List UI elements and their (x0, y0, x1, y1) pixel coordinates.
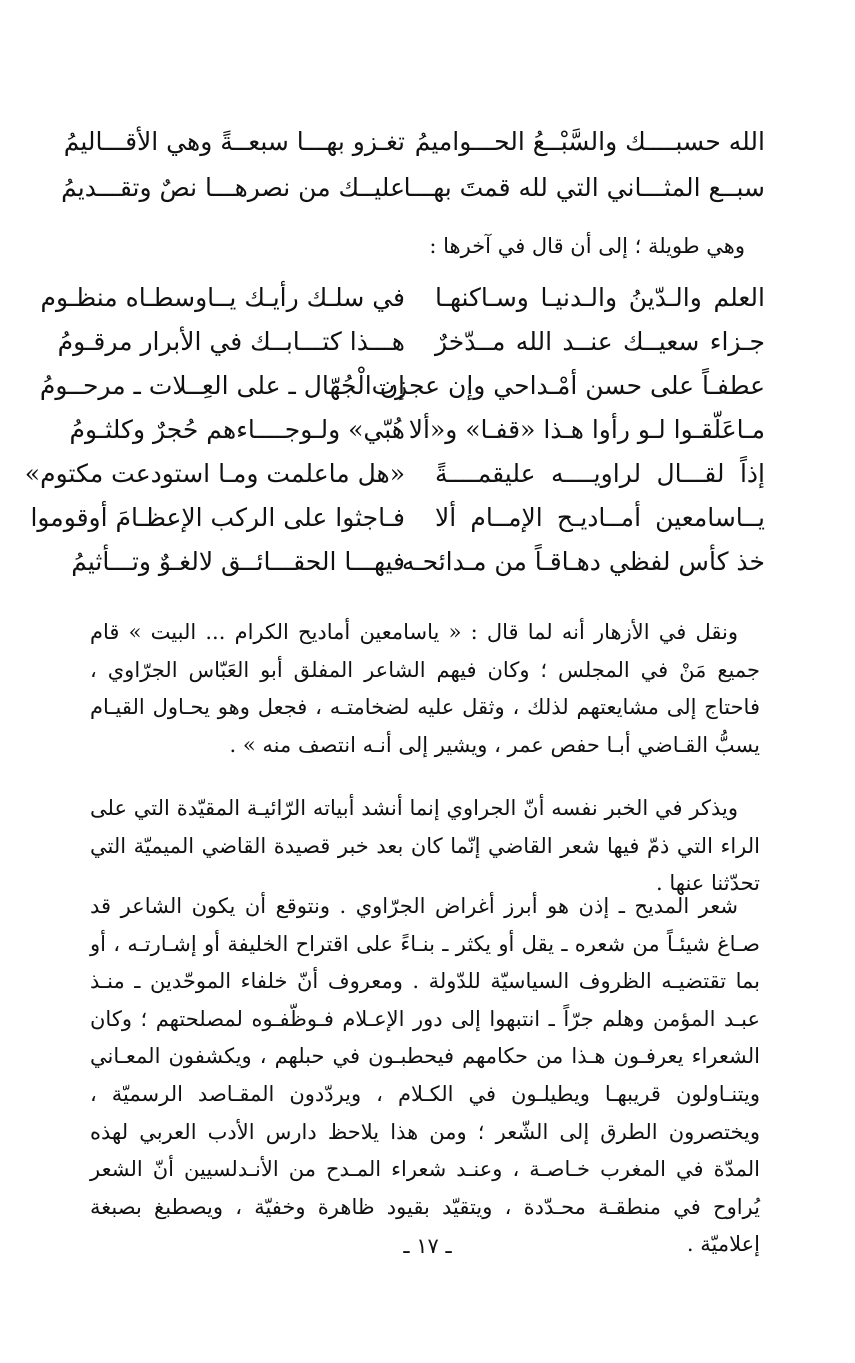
poem-verse (71, 540, 765, 584)
page-number: ـ ١٧ ـ (403, 1234, 452, 1258)
verse-first-hemistich: يــاسامعين أمــاديـح الإمــام ألا (435, 503, 765, 532)
poem-verse (61, 166, 765, 210)
poem-verse (39, 364, 765, 408)
poem-verse (40, 276, 765, 320)
paragraph (90, 790, 760, 903)
paragraph-text: ويذكر في الخبر نفسه أنّ الجراوي إنما أنشد أبياته الرّائيـة المقيّدة التي على الراء التي ذمّ فيها شعر القاضي إنّما كان بعد خبر قصيدة القاضي الميميّة التي تحدّثنا عنها . (90, 796, 760, 896)
verse-first-hemistich: الله حسبــــك والسَّبْــعُ الحـــواميمُ (414, 127, 765, 156)
paragraph-text: ونقل في الأزهار أنه لما قال : « ياسامعين أماديح الكرام ... البيت » قام جميع مَنْ في المجلس ؛ وكان فيهم الشاعر المفلق أبو العَبّاس الجرّاوي ، فاحتاج إلى مشايعتهم لذلك ، وثقل عليه لضخامتـه ، فجعل وهو يحـاول القيـام يسبُّ القـاضي أبـا حفص عمر ، ويشير إلى أنـه انتصف منه » . (90, 620, 760, 757)
poem-verse (57, 320, 765, 364)
verse-second-hemistich: في سلـك رأيـك يــاوسطـاه منظـوم (40, 283, 405, 312)
paragraph (90, 614, 760, 764)
verse-second-hemistich: «هل ماعلمت ومـا استودعت مكتوم» (24, 459, 405, 488)
poem-verse (69, 408, 765, 452)
intro-line: وهي طويلة ؛ إلى أن قال في آخرها : (429, 234, 745, 258)
verse-second-hemistich: عليــك من نصرهـــا نصٌ وتقـــديمُ (61, 173, 405, 202)
paragraph-text: شعر المديح ـ إذن هو أبرز أغراض الجرّاوي . ونتوقع أن يكون الشاعر قد صـاغ شيئـاً من شعره ـ يقل أو يكثر ـ بنـاءً على اقتراح الخليفة أو إشـارتـه ، أو بما تقتضيـه الظروف السياسيّة للدّولة . ومعروف أنّ خلفاء الموحّدين ـ منـذ عبـد المؤمن وهلم جرّاً ـ انتبهوا إلى دور الإعـلام فـوظّفـوه لمصلحتهم ؛ وكان الشعراء يعرفـون هـذا من حكامهم فيحطبـون في حبلهم ، ويكشفون المعـاني ويتنـاولون قريبهـا ويطيلـون في الكـلام ، ويردّدون المقـاصد الرسميّة ، ويختصرون الطرق إلى الشّعر ؛ ومن هذا يلاحظ دارس الأدب العربي لهذه المدّة في المغرب خـاصـة ، وعنـد شعراء المـدح من الأنـدلسيين أنّ الشعر يُراوح في منطقـة محـدّدة ، ويتقيّد بقيود ظاهرة وخفيّة ، ويصطبغ بصبغة إعلاميّة . (90, 894, 760, 1257)
poem-verse (30, 496, 765, 540)
verse-second-hemistich: إن الْجُهّال ـ على العِــلات ـ مرحــومُ (39, 371, 405, 400)
verse-first-hemistich: العلم والـدّينُ والـدنيـا وسـاكنهـا (435, 283, 765, 312)
verse-first-hemistich: إذاً لقـــال لراويــــه عليقمــــةً (435, 459, 765, 488)
verse-second-hemistich: تغـزو بهـــا سبعــةً وهي الأقـــاليمُ (63, 127, 405, 156)
verse-second-hemistich: هـــذا كتـــابــك في الأبرار مرقـومُ (57, 327, 405, 356)
verse-first-hemistich: خذ كأس لفظي دهـاقـاً من مـدائحـه (401, 547, 765, 576)
paragraph (90, 888, 760, 1264)
verse-first-hemistich: جـزاء سعيــك عنــد الله مــدّخرٌ (435, 327, 765, 356)
verse-second-hemistich: فـاجثوا على الركب الإعظـامَ أوقوموا (30, 503, 405, 532)
verse-first-hemistich: عطفـاً على حسن أمْـداحي وإن عجزت (371, 371, 765, 400)
verse-first-hemistich: سبــع المثـــاني التي لله قمتَ بهـــا (403, 173, 765, 202)
poem-verse (24, 452, 765, 496)
verse-second-hemistich: هُبّي» ولـوجــــاءهم حُجرٌ وكلثـومُ (69, 415, 405, 444)
verse-second-hemistich: فيهـــا الحقـــائــق لالغـوٌ وتـــأثيمُ (71, 547, 405, 576)
poem-verse (63, 120, 765, 164)
verse-first-hemistich: مـاعَلّقـوا لـو رأوا هـذا «قفـا» و«ألا (408, 415, 765, 444)
